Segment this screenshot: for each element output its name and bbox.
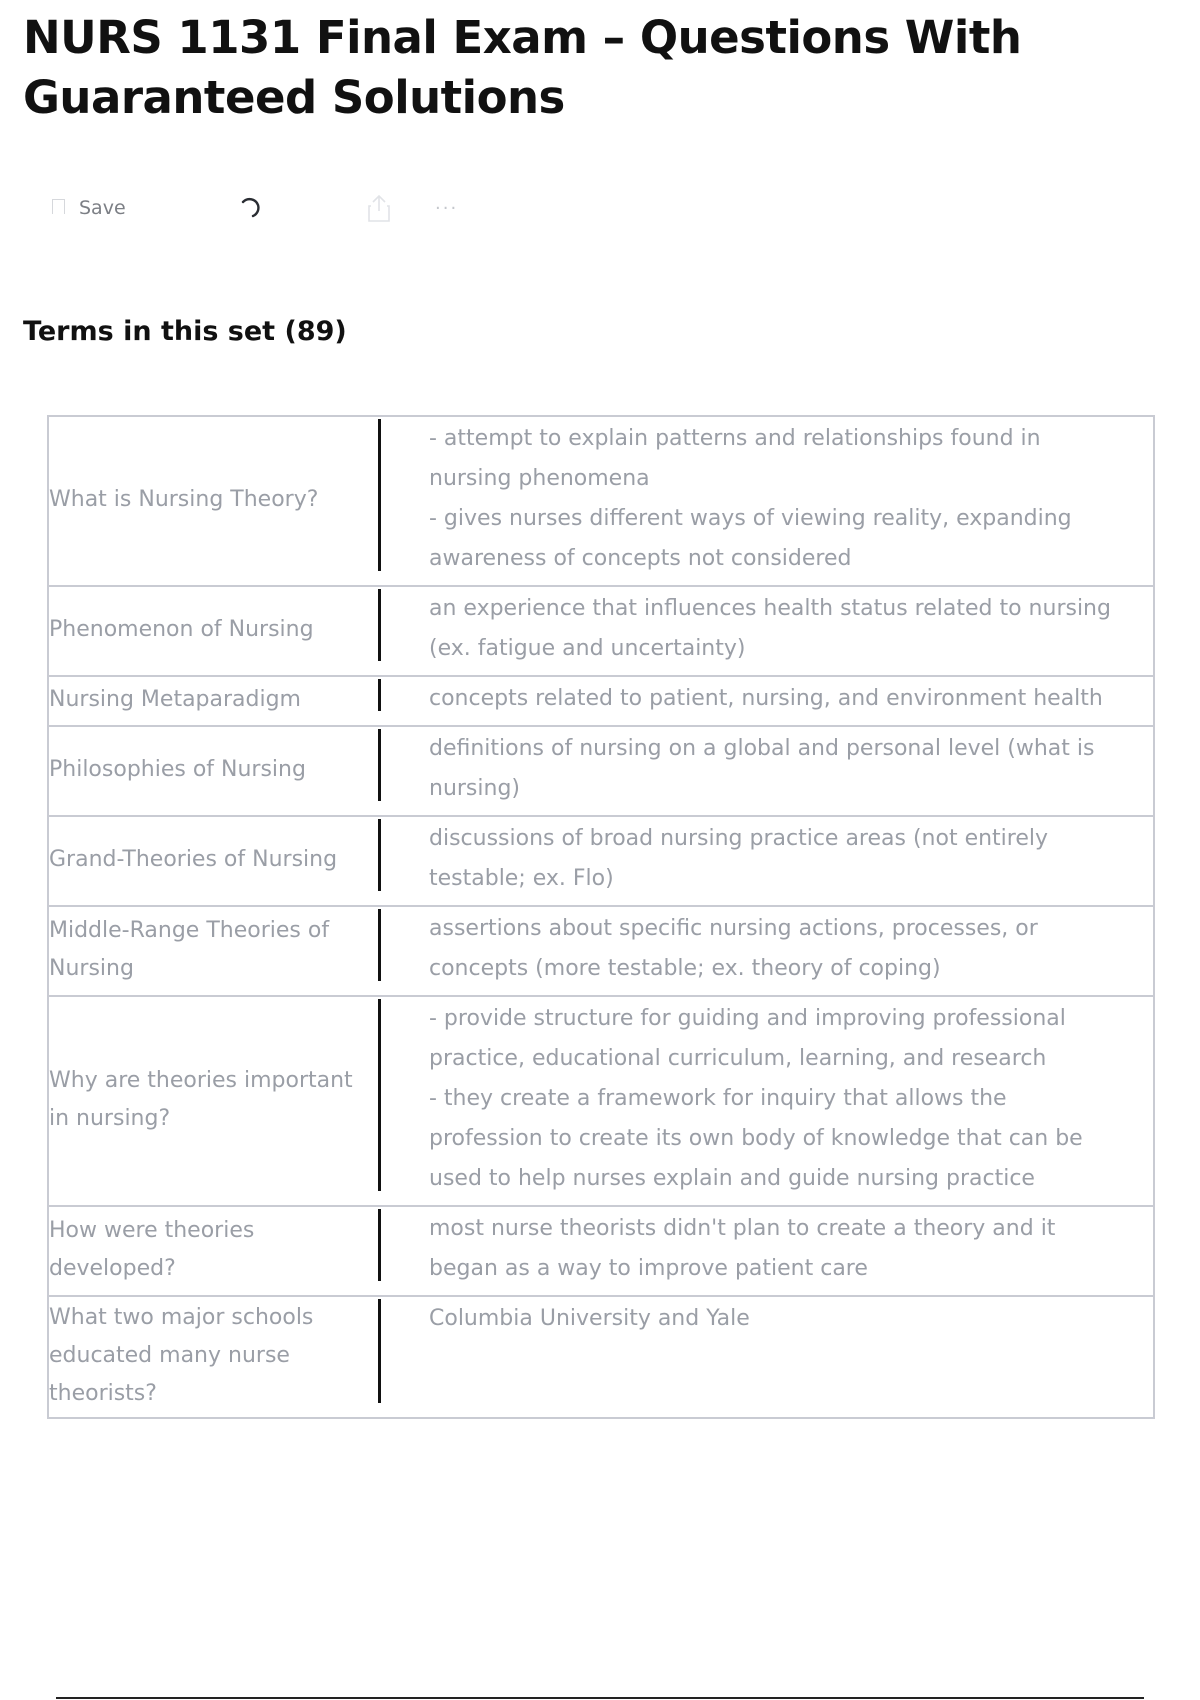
term-cell: Phenomenon of Nursing — [48, 586, 379, 676]
term-cell: Nursing Metaparadigm — [48, 676, 379, 726]
definition-text: - gives nurses different ways of viewing reality, expanding awareness of concepts not considered — [429, 506, 1072, 571]
definition-cell — [379, 416, 1154, 586]
definition-text: assertions about specific nursing actions, processes, or concepts (more testable; ex. theory of coping) — [429, 916, 1038, 981]
definition-text: Columbia University and Yale — [429, 1306, 750, 1331]
term-row[interactable] — [48, 1296, 1154, 1418]
definition-text: discussions of broad nursing practice areas (not entirely testable; ex. Flo) — [429, 826, 1049, 891]
term-row[interactable] — [48, 416, 1154, 586]
term-cell: Why are theories important in nursing? — [48, 996, 379, 1206]
definition-text: definitions of nursing on a global and personal level (what is nursing) — [429, 736, 1095, 801]
term-cell: Philosophies of Nursing — [48, 726, 379, 816]
term-row[interactable] — [48, 816, 1154, 906]
term-cell: Middle-Range Theories of Nursing — [48, 906, 379, 996]
definition-text: - provide structure for guiding and improving professional practice, educational curriculum, learning, and research — [429, 1006, 1066, 1071]
term-row[interactable] — [48, 1206, 1154, 1296]
term-cell: Grand-Theories of Nursing — [48, 816, 379, 906]
definition-cell — [379, 816, 1154, 906]
toolbar — [52, 190, 512, 226]
share-icon — [366, 193, 392, 223]
definition-text: concepts related to patient, nursing, and environment health — [429, 686, 1103, 711]
term-cell: What two major schools educated many nurse theorists? — [48, 1296, 379, 1418]
terms-table — [47, 415, 1155, 1419]
term-row[interactable] — [48, 996, 1154, 1206]
definition-text: most nurse theorists didn't plan to create a theory and it began as a way to improve patient care — [429, 1216, 1056, 1281]
term-row[interactable] — [48, 726, 1154, 816]
save-button[interactable] — [52, 190, 126, 226]
definition-cell — [379, 726, 1154, 816]
terms-section-title: Terms in this set (89) — [23, 316, 347, 347]
save-label: Save — [79, 197, 126, 219]
definition-cell — [379, 1206, 1154, 1296]
definition-text: - attempt to explain patterns and relationships found in nursing phenomena — [429, 426, 1041, 491]
definition-cell — [379, 586, 1154, 676]
term-row[interactable] — [48, 586, 1154, 676]
term-row[interactable] — [48, 676, 1154, 726]
definition-cell — [379, 676, 1154, 726]
loading-spinner-icon — [238, 190, 262, 226]
bookmark-icon — [52, 199, 65, 214]
definition-cell — [379, 1296, 1154, 1418]
term-cell: How were theories developed? — [48, 1206, 379, 1296]
term-row[interactable] — [48, 906, 1154, 996]
definition-cell — [379, 996, 1154, 1206]
definition-text: an experience that influences health status related to nursing (ex. fatigue and uncertainty) — [429, 596, 1111, 661]
definition-cell — [379, 906, 1154, 996]
more-options-button[interactable]: ··· — [435, 197, 459, 219]
term-cell: What is Nursing Theory? — [48, 416, 379, 586]
bottom-divider — [56, 1697, 1144, 1699]
definition-text: - they create a framework for inquiry that allows the profession to create its own body of knowledge that can be used to help nurses explain and guide nursing practice — [429, 1086, 1083, 1191]
share-button[interactable] — [366, 190, 392, 226]
page-title: NURS 1131 Final Exam – Questions With Guaranteed Solutions — [23, 11, 1022, 124]
